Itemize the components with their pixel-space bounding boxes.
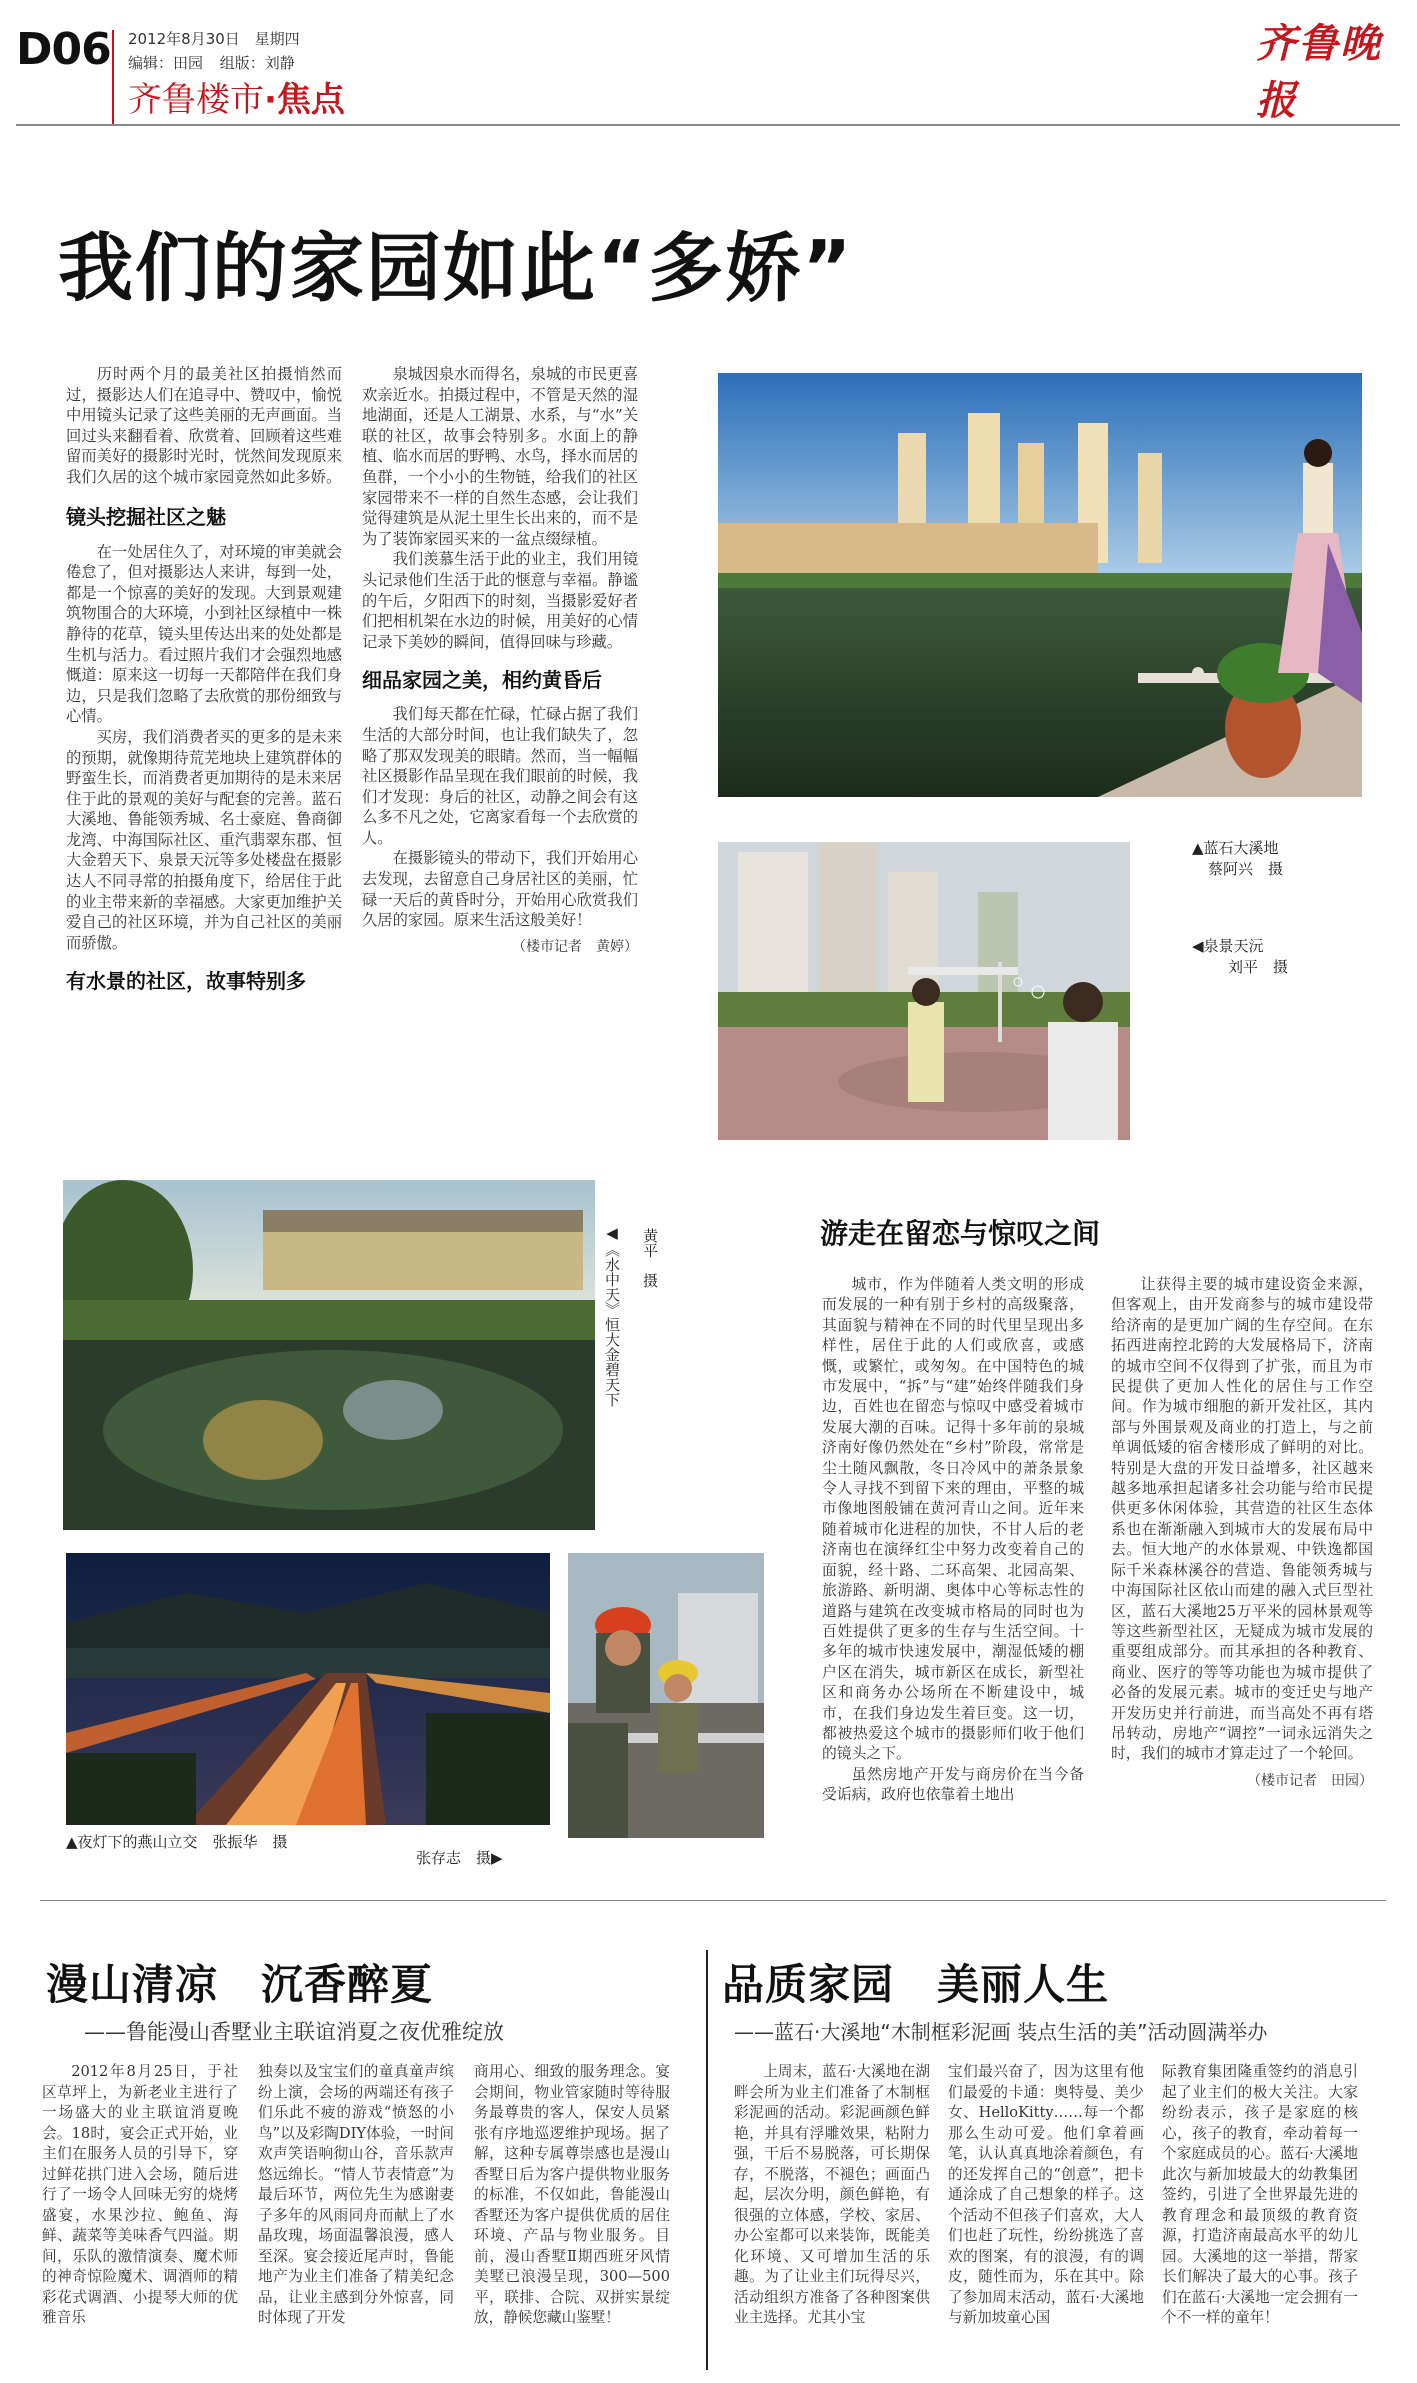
bottom-left-column-2 [258,2062,454,2372]
paragraph: 泉城因泉水而得名，泉城的市民更喜欢亲近水。拍摄过程中，不管是天然的湿地湖面，还是人工湖景、水系，与“水”关联的社区，故事会特别多。水面上的静植、临水而居的野鸭、水鸟，择水而居的鱼群，一个小小的生物链，给我们的社区家园带来不一样的自然生态感，会让我们觉得建筑是从泥土里生长出来的，而不是为了装饰家园买来的一盆点缀绿植。 [362,365,638,548]
paragraph: 让获得主要的城市建设资金来源，但客观上，由开发商参与的城市建设带给济南的是更加广阔的生存空间。在东拓西进南控北跨的大发展格局下，济南的城市空间不仅得到了扩张，而且为市民提供了更加人性化的居住与工作空间。作为城市细胞的新开发社区，其内部与外围景观及商业的打造上，与之前单调低矮的宿舍楼形成了鲜明的对比。特别是大盘的开发日益增多，社区越来越多地承担起诸多社会功能与给市民提供更多休闲体验，其营造的社区生态体系也在渐渐融入到城市大的发展布局中去。恒大地产的水体景观、中铁逸都国际千米森林溪谷的营造、鲁能领秀城与中海国际社区依山而建的融入式巨型社区，蓝石大溪地25万平米的园林景观等等这些新型社区，无疑成为城市发展的重要组成部分。而其承担的各种教育、商业、医疗的等等功能也为城市提供了必备的发展元素。城市的变迁史与地产开发历史并行前进，而当高处不再有塔吊转动，房地产“调控”一词永远消失之时，我们的城市才算走过了一个轮回。 [1111,1276,1373,1763]
bottom-left-column-1 [42,2062,238,2372]
subheading: 镜头挖掘社区之魅 [66,504,226,529]
bottom-right-column-2 [948,2062,1144,2372]
page-header [0,0,1417,124]
paragraph: 我们羡慕生活于此的业主，我们用镜头记录他们生活于此的惬意与幸福。静谧的午后，夕阳西下的时刻，当摄影爱好者们把相机架在水边的时候，用美好的心情记录下美妙的瞬间，值得回味与珍藏。 [362,550,638,651]
paragraph: 城市，作为伴随着人类文明的形成而发展的一种有别于乡村的高级聚落，其面貌与精神在不同的时代里呈现出多样性，居住于此的人们或欣喜，或感慨，或繁忙，或匆匆。在中国特色的城市发展中，“拆”与“建”始终伴随我们身边，百姓也在留恋与惊叹中感受着城市发展大潮的百味。记得十多年前的泉城济南好像仍然处在“乡村”阶段，常常是尘土随风飘散，冬日冷风中的萧条景象令人寻找不到留下来的理由，平整的城市像地图般铺在黄河青山之间。近年来随着城市化进程的加快，不甘人后的老济南也在演绎红尘中努力改变着自己的面貌，经十路、二环高架、北园高架、旅游路、新明湖、奥体中心等标志性的道路与建筑在改变城市格局的同时也为百姓提供了更多的生存与生活空间。十多年的城市快速发展中，潮湿低矮的棚户区在消失，城市新区在成长，新型社区和商务办公场所在不断建设中，城市，在我们身边发生着巨变。这一切，都被热爱这个城市的摄影师们收于他们的镜头之下。 [822,1276,1084,1763]
bottom-right-column-1 [734,2062,930,2372]
bottom-left-column-3 [474,2062,670,2372]
photo-night-interchange [66,1553,550,1825]
editor-text: 编辑：田园 [128,54,204,72]
right-article-column-1 [822,1275,1084,1887]
photo-lake-community [718,373,1362,797]
page-number: D06 [16,24,111,75]
paragraph: 在摄影镜头的带动下，我们开始用心去发现，去留意自己身居社区的美丽，忙碌一天后的黄昏时分，开始用心欣赏我们久居的家园。原来生活这般美好！ [362,849,638,930]
bottom-left-subtitle: ——鲁能漫山香墅业主联谊消夏之夜优雅绽放 [84,2020,504,2044]
bottom-left-title: 漫山清凉 沉香醉夏 [46,1960,434,2009]
paragraph: 虽然房地产开发与商房价在当今备受诟病，政府也依靠着土地出 [822,1765,1084,1804]
photo-water-sky [63,1180,595,1530]
caption-mark: ◀泉景天沅 [1192,937,1264,955]
caption-hengda-credit: 黄平 摄 [641,1228,659,1288]
photo-bubble-family [718,842,1130,1140]
paragraph: 我们每天都在忙碌，忙碌占据了我们生活的大部分时间，也让我们缺失了，忽略了那双发现美的眼睛。然而，当一幅幅社区摄影作品呈现在我们眼前的时候，我们才发现：身后的社区，动静之间会有这么多不凡之处，它离家看每一个去欣赏的人。 [362,705,638,847]
caption-lanshi [1192,838,1352,880]
caption-credit: 蔡阿兴 摄 [1208,860,1284,878]
caption-credit: 刘平 摄 [1228,958,1289,976]
header-divider-v [112,30,114,126]
caption-mark: ◀《水中天》恒大金碧天下 [603,1224,621,1407]
designer-text: 组版：刘静 [219,54,295,72]
header-rule [16,124,1400,126]
main-article-column-2 [362,364,638,1064]
bottom-section-rule [40,1900,1386,1901]
paragraph: 际教育集团隆重签约的消息引起了业主们的极大关注。大家纷纷表示，孩子是家庭的核心，孩子的教育，牵动着每一个家庭成员的心。蓝石·大溪地此次与新加坡最大的幼教集团签约，引进了全世界最先进的教育理念和最顶级的教育资源，打造济南最高水平的幼儿园。大溪地的这一举措，帮家长们解决了最大的心事。孩子们在蓝石·大溪地一定会拥有一个不一样的童年！ [1162,2063,1358,2326]
bottom-right-subtitle: ——蓝石·大溪地“木制框彩泥画 装点生活的美”活动圆满举办 [734,2020,1268,2044]
caption-yanshan: ▲夜灯下的燕山立交 张振华 摄 [66,1833,288,1851]
paragraph: 历时两个月的最美社区拍摄悄然而过，摄影达人们在追寻中、赞叹中，愉悦中用镜头记录了这些美丽的无声画面。当回过头来翻看着、欣赏着、回顾着这些难留而美好的摄影时光时，恍然间发现原来我们久居的这个城市家园竟然如此多娇。 [66,365,342,486]
bottom-section-divider [706,1950,708,2370]
photo-construction-workers [568,1553,764,1838]
byline: （楼市记者 黄婷） [512,938,638,955]
editor-credits [128,52,295,73]
bottom-right-column-3 [1162,2062,1358,2372]
bottom-right-title: 品质家园 美丽人生 [722,1960,1110,2009]
main-article-column-1 [66,364,342,1094]
issue-date [128,28,300,49]
caption-mark: ▲蓝石大溪地 [1192,839,1279,857]
paragraph: 买房，我们消费者买的更多的是未来的预期，就像期待荒芜地块上建筑群体的野蛮生长，而消费者更加期待的是未来居住于此的景观的美好与配套的完善。蓝石大溪地、鲁能领秀城、名士豪庭、鲁商御龙湾、中海国际社区、重汽翡翠东郡、恒大金碧天下、泉景天沅等多处楼盘在摄影达人不同寻常的拍摄角度下，给居住于此的业主带来新的幸福感。大家更加维护关爱自己的社区环境，并为自己社区的美丽而骄傲。 [66,727,342,952]
caption-hengda [602,1224,622,1464]
subheading: 有水景的社区，故事特别多 [66,969,306,994]
date-text: 2012年8月30日 [128,30,240,48]
weekday-text: 星期四 [254,30,300,48]
section-title [128,80,345,120]
byline: （楼市记者 田园） [1247,1772,1373,1789]
section-name: 齐鲁楼市 [128,80,264,120]
paragraph: 上周末，蓝石·大溪地在湖畔会所为业主们准备了木制框彩泥画的活动。彩泥画颜色鲜艳，并具有浮雕效果，粘附力强，干后不易脱落，可长期保存，不脱落，不褪色；画面凸起，层次分明，颜色鲜艳，有很强的立体感，学校、家居、办公室都可以来装饰，既能美化环境、又可增加生活的乐趣。为了让业主们玩得尽兴，活动组织方准备了各种图案供业主选择。尤其小宝 [734,2063,930,2326]
subheading: 细品家园之美，相约黄昏后 [362,668,602,693]
paragraph: 商用心、细致的服务理念。宴会期间，物业管家随时等待服务最尊贵的客人，保安人员紧张有序地巡逻维护现场。据了解，这种专属尊崇感也是漫山香墅日后为客户提供物业服务的标准，不仅如此，鲁能漫山香墅还为客户提供优质的居住环境、产品与物业服务。目前，漫山香墅Ⅱ期西班牙风情美墅已浪漫呈现，300—500平，联排、合院、双拼实景绽放，静候您藏山鉴墅！ [474,2063,670,2326]
right-article-column-2 [1111,1275,1373,1861]
paragraph: 独奏以及宝宝们的童真童声缤纷上演，会场的两端还有孩子们乐此不疲的游戏“愤怒的小鸟”以及彩陶DIY体验，一时间欢声笑语响彻山谷，音乐款声悠远绵长。“情人节表情意”为最后环节，两位先生为感谢妻子多年的风雨同舟而献上了水晶玫瑰，场面温馨浪漫，感人至深。宴会接近尾声时，鲁能地产为业主们准备了精美纪念品，让业主感到分外惊喜，同时体现了开发 [258,2063,454,2326]
paragraph: 在一处居住久了，对环境的审美就会倦怠了，但对摄影达人来讲，每到一处，都是一个惊喜的美好的发现。大到景观建筑物围合的大环境，小到社区绿植中一株静待的花草，镜头里传达出来的处处都是生机与活力。看过照片我们才会强烈地感慨道：原来这一切每一天都陪伴在我们身边，只是我们忽略了去欣赏的那份细致与心情。 [66,542,342,726]
masthead-logo: 齐鲁晚报 [1256,20,1382,124]
caption-quanjing [1192,936,1352,978]
main-headline: 我们的家园如此“多娇” [58,224,854,312]
paragraph: 2012年8月25日，于社区草坪上，为新老业主进行了一场盛大的业主联谊消夏晚会。18时，宴会正式开始，业主们在服务人员的引导下，穿过鲜花拱门进入会场，随后进行了一场令人回味无穷的烧烤盛宴，水果沙拉、鲍鱼、海鲜、蔬菜等美味香气四溢。期间，乐队的激情演奏、魔术师的神奇惊险魔术、调酒师的精彩花式调酒、小提琴大师的优雅音乐 [42,2063,238,2326]
right-article-title: 游走在留恋与惊叹之间 [820,1217,1101,1250]
section-focus: ·焦点 [264,80,345,120]
paragraph: 宝们最兴奋了，因为这里有他们最爱的卡通：奥特曼、美少女、HelloKitty……每一个都那么生动可爱。他们拿着画笔，认认真真地涂着颜色，有的还发挥自己的“创意”，把卡通涂成了自己想象的样子。这个活动不但孩子们喜欢，大人们也赶了玩性，纷纷挑选了喜欢的图案，有的浪漫，有的调皮，随性而为，乐在其中。除了参加周末活动，蓝石·大溪地与新加坡童心国 [948,2063,1144,2326]
caption-workers: 张存志 摄▶ [416,1849,503,1867]
